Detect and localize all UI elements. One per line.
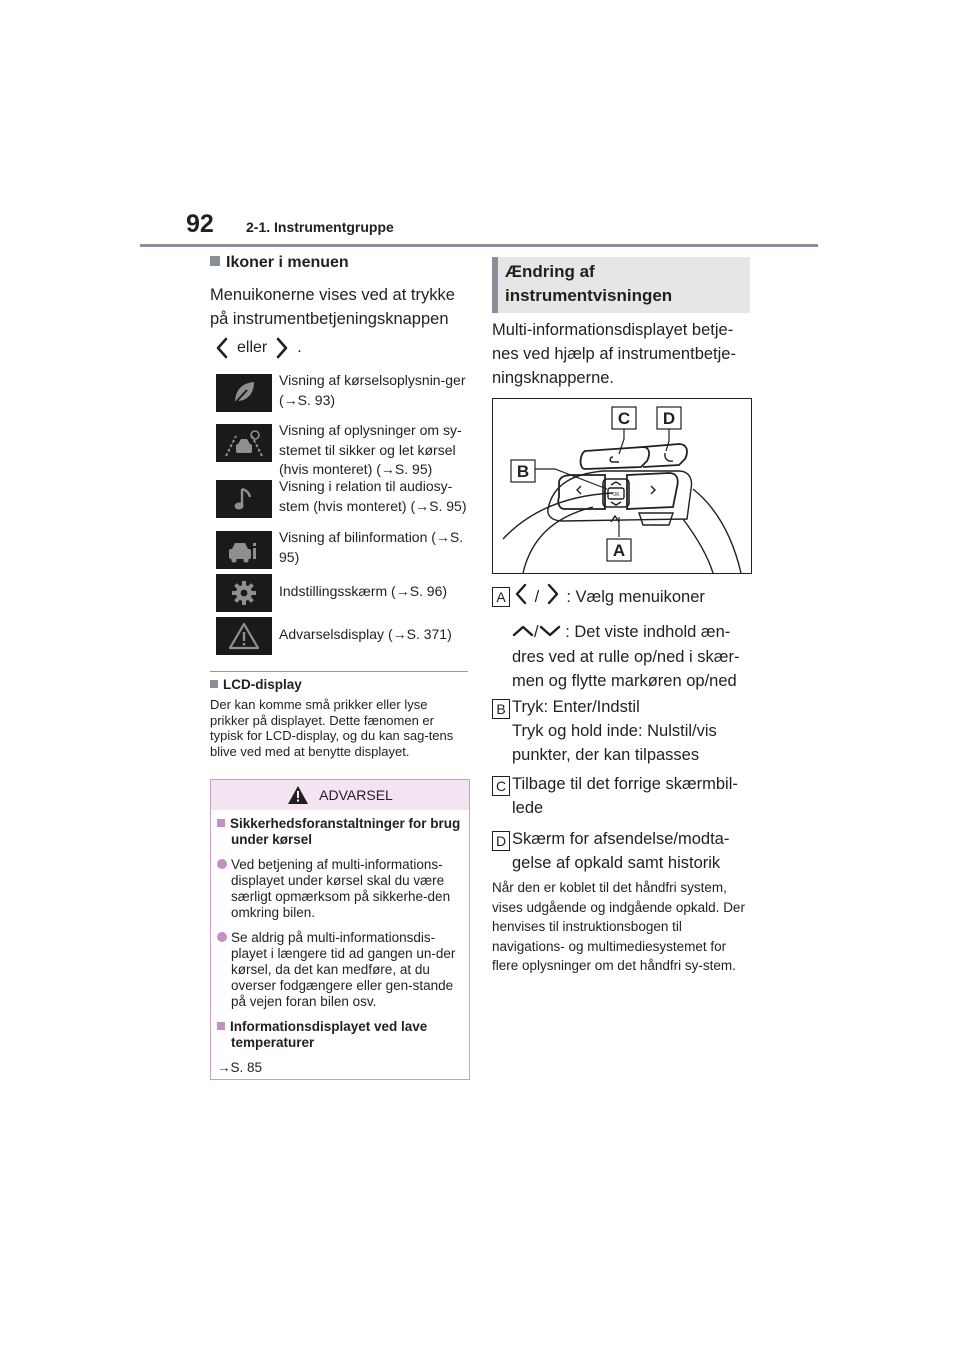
menu-icons-heading: Ikoner i menuen (210, 254, 349, 272)
chevron-left-icon (213, 336, 231, 360)
warning-body (217, 816, 461, 1085)
section-title: 2-1. Instrumentgruppe (246, 219, 394, 235)
chevron-right-icon (273, 336, 291, 360)
menu-icon-text: Visning af bilinformation (→S. 95) (279, 529, 464, 565)
menu-icon-row (216, 422, 474, 477)
menu-icon-row (216, 531, 474, 571)
menu-icon-row (216, 374, 474, 414)
entry-a (492, 583, 752, 693)
warning-triangle-icon (216, 617, 272, 655)
entry-b-text2: Tryk og hold inde: Nulstil/vis punkter, der kan tilpasses (512, 722, 717, 764)
entry-c (492, 772, 752, 820)
menu-icon-text: Visning af oplysninger om sy-stemet til sikker og let kørsel (hvis monteret) (→S. 95) (279, 422, 462, 477)
chevron-right-icon (544, 583, 562, 612)
heading-square-icon (217, 1022, 225, 1030)
menu-icon-text: Indstillingsskærm (→S. 96) (279, 583, 448, 599)
entry-d-text: Skærm for afsendelse/modta-gelse af opkald samt historik (512, 830, 730, 872)
letter-box-d: D (492, 831, 510, 851)
letter-box-a: A (492, 587, 510, 607)
entry-a-line1: : Vælg menuikoner (566, 587, 705, 606)
warning-bullet: Se aldrig på multi-informationsdis-playet i længere tid ad gangen un-der kørsel, da det kan medføre, at du overser fodgængere eller gen-stande på vejen foran bilen osv. (217, 930, 461, 1010)
warning-reference: →S. 85 (217, 1060, 263, 1075)
warning-box (210, 779, 470, 1080)
warning-triangle-icon (287, 785, 309, 805)
diagram-label-c: C (617, 409, 631, 428)
chevron-left-icon (512, 583, 530, 612)
page-number: 92 (186, 210, 214, 238)
slash-separator: / (534, 587, 540, 606)
slash-separator: / (534, 623, 539, 641)
right-intro-text: Multi-informationsdisplayet betje-nes ved hjælp af instrumentbetje-ningsknapperne. (492, 321, 736, 387)
right-section-heading (492, 257, 750, 313)
nav-or-text: eller (237, 339, 268, 356)
lcd-heading: LCD-display (210, 677, 302, 692)
diagram-label-b: B (516, 462, 530, 481)
menu-icon-text: Visning i relation til audiosy-stem (hvis monteret) (→S. 95) (279, 478, 467, 514)
menu-icon-row (216, 480, 474, 520)
menu-icon-row (216, 574, 474, 614)
bullet-dot-icon (217, 932, 227, 942)
heading-bar (492, 257, 498, 313)
right-heading-text: Ændring af instrumentvisningen (505, 262, 673, 305)
gear-icon (216, 574, 272, 612)
menu-intro-text: Menuikonerne vises ved at trykke på instrumentbetjeningsknappen (210, 286, 455, 328)
driving-assist-icon (216, 424, 272, 462)
leaf-icon (216, 374, 272, 412)
diagram-label-d: D (662, 409, 676, 428)
warning-title: ADVARSEL (319, 787, 393, 803)
heading-square-icon (217, 819, 225, 827)
entry-c-text: Tilbage til det forrige skærmbil-lede (512, 775, 738, 817)
steering-controls-illustration (493, 399, 751, 573)
entry-a-line2: : Det viste indhold æn-dres ved at rulle op/ned i skær-men og flytte markøren op/ned (512, 623, 740, 690)
heading-square-icon (210, 680, 218, 688)
warning-bullet: Ved betjening af multi-informations-displayet under kørsel skal du være særligt opmærksom på sikkerhe-den omkring bilen. (217, 857, 461, 921)
bullet-dot-icon (217, 859, 227, 869)
nav-buttons-line (213, 336, 302, 360)
letter-box-b: B (492, 699, 510, 719)
entry-b (492, 695, 752, 767)
handsfree-note: Når den er koblet til det håndfri system, vises udgående og indgående opkald. Der henvises til instruktionsbogen til navigations- og multimediesystemet for flere oplysninger om det håndfri sy-stem. (492, 880, 745, 973)
heading-square-icon (210, 256, 220, 266)
warning-heading: Sikkerhedsforanstaltninger for brug under kørsel (217, 816, 461, 848)
entry-d (492, 827, 752, 875)
letter-box-c: C (492, 776, 510, 796)
music-note-icon (216, 480, 272, 518)
steering-wheel-diagram (492, 398, 752, 574)
menu-icon-row (216, 617, 474, 657)
diagram-label-a: A (612, 541, 626, 560)
ok-button-label: OK (612, 492, 620, 498)
menu-icon-text: Advarselsdisplay (→S. 371) (279, 626, 452, 642)
menu-icon-text: Visning af kørselsoplysnin-ger (→S. 93) (279, 372, 466, 408)
car-info-icon (216, 531, 272, 569)
entry-b-text1: Tryk: Enter/Indstil (512, 698, 640, 716)
chevron-down-icon (539, 621, 561, 645)
nav-period: . (297, 339, 302, 356)
warning-header (211, 780, 469, 810)
header-rule (140, 244, 818, 247)
lcd-text: Der kan komme små prikker eller lyse prikker på displayet. Dette fænomen er typisk for LCD-display, og du kan sag-tens blive ved med at benytte displayet. (210, 697, 454, 759)
section-divider (210, 671, 468, 672)
warning-heading: Informationsdisplayet ved lave temperaturer (217, 1019, 461, 1051)
chevron-up-icon (512, 621, 534, 645)
